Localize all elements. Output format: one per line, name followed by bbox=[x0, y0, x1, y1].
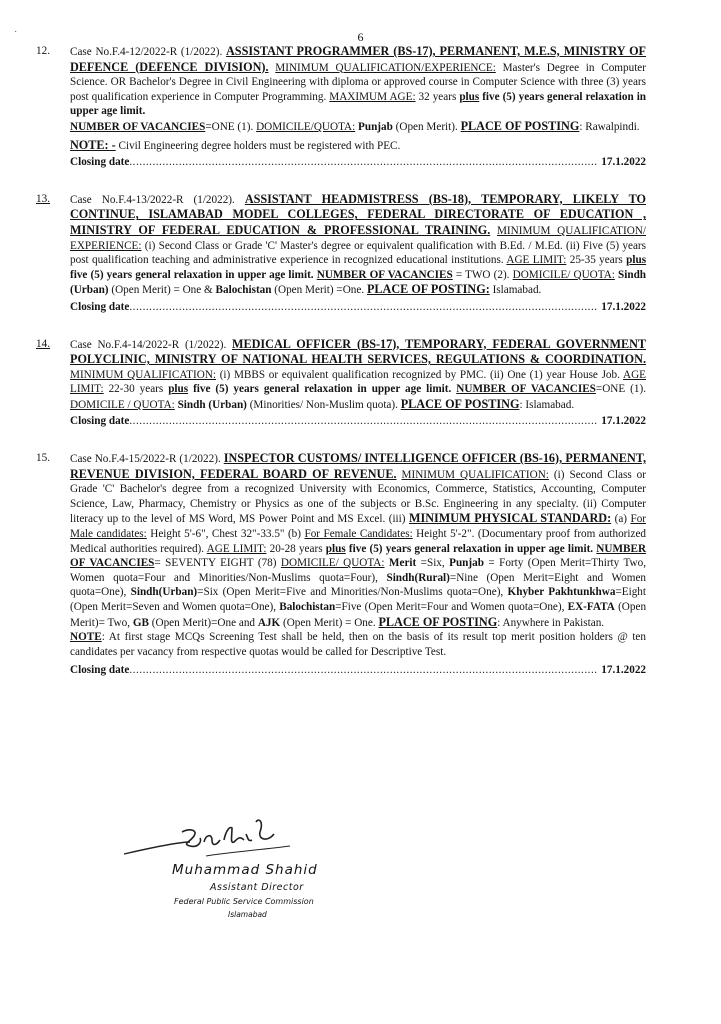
quota-sindh-urban: Sindh(Urban) bbox=[130, 586, 198, 599]
item-number: 12. bbox=[36, 45, 50, 57]
vacancy-item-13 bbox=[28, 192, 646, 315]
vacancies-label: NUMBER OF VACANCIES bbox=[456, 383, 596, 396]
closing-date-line bbox=[70, 155, 646, 170]
place-text: : Islamabad. bbox=[519, 398, 575, 411]
place-text: : Anywhere in Pakistan. bbox=[497, 616, 605, 629]
domicile-label: DOMICILE/QUOTA: bbox=[256, 120, 356, 133]
closing-date-line bbox=[70, 663, 646, 678]
domicile-text-2: (Open Merit) =One. bbox=[274, 284, 365, 297]
signatory-title: Assistant Director bbox=[210, 882, 304, 893]
case-number: Case No.F.4-12/2022-R (1/2022). bbox=[70, 46, 223, 58]
domicile-text: (Minorities/ Non-Muslim quota). bbox=[249, 398, 398, 411]
domicile-province-2: Balochistan bbox=[215, 284, 272, 297]
domicile-label: DOMICILE/ QUOTA: bbox=[512, 268, 615, 281]
vacancies-label: NUMBER OF VACANCIES bbox=[70, 542, 647, 570]
vacancy-item-14 bbox=[28, 337, 646, 430]
physical-standard-a: (a) bbox=[614, 513, 628, 526]
qualification-text: (i) MBBS or equivalent qualification recognized by PMC. (ii) One (1) year House Job. bbox=[219, 368, 620, 381]
age-label: MAXIMUM AGE: bbox=[329, 90, 416, 103]
signatory-organization: Federal Public Service Commission bbox=[174, 897, 314, 906]
vacancies-text: = SEVENTY EIGHT (78) bbox=[154, 557, 277, 570]
quota-kp: Khyber Pakhtunkhwa bbox=[507, 586, 616, 599]
age-text: 22-30 years bbox=[108, 383, 164, 396]
qualification-label: MINIMUM QUALIFICATION: bbox=[70, 368, 217, 381]
item-body bbox=[70, 451, 646, 678]
qualification-text: (i) Second Class or Grade 'C' Bachelor's degree from a recognized University with Economics, Commerce, Statistics, Accounting, Computer Science, Law, Pharmacy, Chemistry or Physics as one of the subjects or B.Sc. Engineering in any specialty. (ii) Computer literacy up to the level of MS Word, MS Power Point and MS Excel. (iii) bbox=[70, 468, 647, 526]
age-label: AGE LIMIT: bbox=[70, 368, 646, 396]
place-label: PLACE OF POSTING bbox=[378, 614, 498, 629]
relaxation-text: five (5) years general relaxation in upper age limit. bbox=[193, 383, 452, 396]
post-title: ASSISTANT PROGRAMMER (BS-17), PERMANENT, M.E.S, MINISTRY OF DEFENCE (DEFENCE DIVISION). bbox=[70, 44, 646, 74]
post-title: MEDICAL OFFICER (BS-17), TEMPORARY, FEDERAL GOVERNMENT POLYCLINIC, MINISTRY OF NATIONAL HEALTH SERVICES, REGULATIONS & COORDINATION. bbox=[70, 336, 647, 367]
closing-date-line bbox=[70, 414, 646, 429]
case-number: Case No.F.4-15/2022-R (1/2022). bbox=[70, 453, 221, 466]
female-text: Height 5'-2". (Documentary proof from authorized Medical authorities required). bbox=[70, 528, 647, 555]
quota-balochistan: Balochistan bbox=[279, 601, 336, 613]
vacancies-label: NUMBER OF VACANCIES bbox=[316, 268, 453, 281]
quota-gb: GB bbox=[132, 616, 149, 629]
quota-gb-text: (Open Merit)=One and bbox=[151, 616, 256, 629]
domicile-province: Punjab bbox=[358, 120, 393, 133]
case-number: Case No.F.4-14/2022-R (1/2022). bbox=[70, 338, 227, 351]
closing-date-line bbox=[70, 300, 646, 315]
quota-ajk-text: (Open Merit) = One. bbox=[282, 616, 376, 629]
closing-date: 17.1.2022 bbox=[601, 156, 646, 169]
female-label: For Female Candidates: bbox=[304, 528, 413, 541]
page-number: 6 bbox=[357, 30, 364, 44]
quota-sindh-rural: Sindh(Rural) bbox=[386, 571, 450, 584]
quota-merit: Merit bbox=[388, 557, 417, 570]
plus-text: plus bbox=[168, 383, 189, 396]
place-label: PLACE OF POSTING bbox=[400, 396, 520, 411]
note-label: NOTE: - bbox=[70, 137, 116, 152]
age-text: 25-35 years bbox=[569, 254, 623, 267]
vacancies-text: = TWO (2). bbox=[455, 268, 510, 281]
domicile-province: Sindh (Urban) bbox=[177, 398, 247, 411]
quota-punjab-text: = Forty (Open Merit=Thirty Two, Women quota=Four and Minorities/Non-Muslims quota=Four), bbox=[70, 557, 646, 584]
age-text: 20-28 years bbox=[269, 542, 323, 555]
plus-text: plus bbox=[325, 542, 346, 555]
qualification-text: Master's Degree in Computer Science. OR Bachelor's Degree in Civil Engineering with diploma or approved course in Computer Science with three (3) years post qualification experience in Computer Programming. bbox=[70, 61, 646, 103]
note-text: Civil Engineering degree holders must be registered with PEC. bbox=[118, 139, 401, 152]
vacancy-item-12 bbox=[28, 44, 646, 170]
item-number: 15. bbox=[36, 452, 50, 465]
age-label: AGE LIMIT: bbox=[506, 254, 567, 267]
quota-sindh-urban-text: =Six (Open Merit=Five and Minorities/Non-Muslims quota=One), bbox=[197, 586, 504, 599]
quota-punjab: Punjab bbox=[449, 557, 484, 570]
item-body bbox=[70, 337, 646, 430]
note-text: : At first stage MCQs Screening Test shall be held, then on the basis of its result top merit position holders @ ten candidates per vacancy from respective quotas would be called for Descriptive Test. bbox=[70, 631, 646, 658]
signatory-city: Islamabad bbox=[228, 910, 267, 919]
vacancy-item-15 bbox=[28, 451, 646, 678]
domicile-province: Sindh (Urban) bbox=[70, 268, 647, 297]
item-body bbox=[70, 44, 646, 170]
relaxation-text: five (5) years general relaxation in upper age limit. bbox=[70, 90, 647, 118]
physical-standard-label: MINIMUM PHYSICAL STANDARD: bbox=[408, 511, 612, 526]
signatory-name: Muhammad Shahid bbox=[172, 862, 318, 878]
item-body bbox=[70, 192, 646, 315]
quota-sindh-rural-text: =Nine (Open Merit=Eight and Women quota=One), bbox=[70, 571, 646, 599]
place-label: PLACE OF POSTING bbox=[460, 118, 580, 133]
closing-date: 17.1.2022 bbox=[601, 415, 646, 428]
place-label: PLACE OF POSTING: bbox=[366, 282, 490, 297]
case-number: Case No.F.4-13/2022-R (1/2022). bbox=[70, 193, 235, 206]
item-number: 13. bbox=[36, 192, 50, 205]
note bbox=[70, 138, 646, 154]
quota-ajk: AJK bbox=[257, 616, 281, 629]
male-text: Height 5'-6", Chest 32"-33.5" (b) bbox=[150, 528, 301, 541]
quota-merit-text: =Six, bbox=[420, 557, 445, 570]
qualification-label: MINIMUM QUALIFICATION/EXPERIENCE: bbox=[275, 61, 496, 74]
closing-label: Closing date bbox=[70, 415, 130, 428]
quota-kp-text: =Eight (Open Merit=Seven and Women quota=One), bbox=[70, 586, 646, 613]
male-label: For Male candidates: bbox=[70, 513, 647, 541]
plus-text: plus bbox=[459, 90, 480, 103]
domicile-text: (Open Merit) = One & bbox=[111, 284, 213, 297]
age-text: 32 years bbox=[418, 90, 457, 103]
vacancies-text: =ONE (1). bbox=[205, 120, 254, 133]
domicile-label: DOMICILE / QUOTA: bbox=[70, 398, 175, 411]
item-number: 14. bbox=[36, 337, 50, 350]
relaxation-text: five (5) years general relaxation in upper age limit. bbox=[70, 268, 314, 281]
vacancies-text: =ONE (1). bbox=[595, 383, 647, 396]
document-page: ˙ 6 12. Case No.F.4-12/2022-R (1/2022). ASSISTANT PROGRAMMER (BS-17), PERMANENT, M.E.S, MINISTRY OF DEFENCE (DEFENCE DIVISION). MINIMUM QUALIFICATION/EXPERIENCE: Master's Degree in Computer Science. OR Bachelor's Degree in Civil Engineering with diploma or approved course in Computer Science with three (3) years post qualification experience in Computer Programming. MAXIMUM AGE: 32 years plus five (5) years general relaxation in upper age limit. NUMBER OF VACANCIES=ONE (1). DOMICILE/QUOTA: Punjab (Open Merit). PLACE OF POSTING: Rawalpindi. NOTE: - Civil Engineering degree holders must be registered with PEC. Closing date ..... 17.1.2022 13. Case No.F.4-13/2022-R (1/2022). ASSISTANT HEADMISTRESS (BS-18), TEMPORARY, LIKELY TO CONTINUE, ISLAMABAD MODEL COLLEGES, FEDERAL DIRECTORATE OF EDUCATION , MINISTRY OF FEDERAL EDUCATION & PROFESSIONAL TRAINING. MINIMUM QUALIFICATION/ EXPERIENCE: (i) Second Class or Grade 'C' Master's degree or equivalent qualification with B.Ed. / M.Ed. (ii) Five (5) years post qualification teaching and administrative experience in recognized educational institutions. AGE LIMIT: 25-35 years plus five (5) years general relaxation in upper age limit. NUMBER OF VACANCIES = TWO (2). DOMICILE/ QUOTA: Sindh (Urban) (Open Merit) = One & Balochistan (Open Merit) =One. PLACE OF POSTING: Islamabad. Closing date ..... 17.1.2022 14. Case No.F.4-14/2022-R (1/2022). MEDICAL OFFICER (BS-17), TEMPORARY, FEDERAL GOVERNMENT POLYCLINIC, MINISTRY OF NATIONAL HEALTH SERVICES, REGULATIONS & COORDINATION. MINIMUM QUALIFICATION: (i) MBBS or equivalent qualification recognized by PMC. (ii) One (1) year House Job. AGE LIMIT: 22-30 years plus five (5) years general relaxation in upper age limit. NUMBER OF VACANCIES=ONE (1). DOMICILE / QUOTA: Sindh (Urban) (Minorities/ Non-Muslim quota). PLACE OF POSTING: Islamabad. Closing date ..... 17.1.2022 15. Case No.F.4-15/2022-R (1/2022). INSPECTOR CUSTOMS/ INTELLIGENCE OFFICER (BS-16), PERMANENT, REVENUE DIVISION, FEDERAL BOARD OF REVENUE. MINIMUM QUALIFICATION: (i) Second Class or Grade 'C' Bachelor's degree from a recognized University with Economics, Commerce, Statistics, Accounting, Computer Science, Law, Pharmacy, Chemistry or Physics as one of the subjects or B.Sc. Engineering in any specialty. (ii) Computer literacy up to the level of MS Word, MS Power Point and MS Excel. (iii) MINIMUM PHYSICAL STANDARD: (a) For Male candidates: Height 5'-6", Chest 32"-33.5" (b) For Female Candidates: Height 5'-2". (Documentary proof from authorized Medical authorities required). AGE LIMIT: 20-28 years plus five (5) years general relaxation in upper age limit. NUMBER OF VACANCIES= SEVENTY EIGHT (78) DOMICILE/ QUOTA: Merit =Six, Punjab = Forty (Open Merit=Thirty Two, Women quota=Four and Minorities/Non-Muslims quota=Four), Sindh(Rural)=Nine (Open Merit=Eight and Women quota=One), Sindh(Urban)=Six (Open Merit=Five and Minorities/Non-Muslims quota=One), Khyber Pakhtunkhwa=Eight (Open Merit=Seven and Women quota=One), Balochistan=Five (Open Merit=Four and Women quota=One), EX-FATA (Open Merit)= Two, GB (Open Merit)=One and AJK (Open Merit) = One. PLACE OF POSTING: Anywhere in Pakistan. NOTE: At first stage MCQs Screening Test shall be held, then on the basis of its result top merit position holders @ ten candidates per vacancy from respective quotas would be called for Descriptive Test. Closing date ..... 17.1.2022 Muhammad Shahid Assistant Director Federal Public Service Commission Islamabad bbox=[0, 0, 721, 1024]
vacancy-list bbox=[28, 44, 646, 678]
qualification-text: (i) Second Class or Grade 'C' Master's degree or equivalent qualification with B.Ed. / M.Ed. (ii) Five (5) years post qualification teaching and administrative experience in recognized educational institutions. bbox=[70, 239, 647, 267]
post-title: ASSISTANT HEADMISTRESS (BS-18), TEMPORARY, LIKELY TO CONTINUE, ISLAMABAD MODEL COLLEGES, FEDERAL DIRECTORATE OF EDUCATION , MINISTRY OF FEDERAL EDUCATION & PROFESSIONAL TRAINING. bbox=[70, 191, 646, 237]
closing-label: Closing date bbox=[70, 300, 130, 313]
domicile-label: DOMICILE/ QUOTA: bbox=[280, 557, 385, 570]
age-label: AGE LIMIT: bbox=[206, 542, 267, 555]
vacancies-label: NUMBER OF VACANCIES bbox=[70, 120, 206, 133]
qualification-label: MINIMUM QUALIFICATION/ EXPERIENCE: bbox=[70, 224, 647, 252]
relaxation-text: five (5) years general relaxation in upper age limit. bbox=[348, 542, 594, 555]
post-title: INSPECTOR CUSTOMS/ INTELLIGENCE OFFICER (BS-16), PERMANENT, REVENUE DIVISION, FEDERAL BOARD OF REVENUE. bbox=[70, 451, 647, 481]
quota-ex-fata: EX-FATA bbox=[567, 601, 615, 613]
closing-date: 17.1.2022 bbox=[601, 664, 646, 677]
quota-ex-fata-text: (Open Merit)= Two, bbox=[70, 601, 647, 629]
quota-balochistan-text: =Five (Open Merit=Four and Women quota=One), bbox=[335, 601, 565, 613]
closing-date: 17.1.2022 bbox=[601, 300, 646, 313]
plus-text: plus bbox=[626, 254, 647, 267]
closing-label: Closing date bbox=[70, 156, 130, 169]
domicile-text: (Open Merit). bbox=[395, 120, 458, 133]
closing-label: Closing date bbox=[70, 664, 130, 677]
place-text: Islamabad. bbox=[492, 284, 542, 297]
qualification-label: MINIMUM QUALIFICATION: bbox=[401, 468, 549, 481]
note-label: NOTE bbox=[70, 631, 102, 644]
place-text: : Rawalpindi. bbox=[579, 120, 640, 133]
